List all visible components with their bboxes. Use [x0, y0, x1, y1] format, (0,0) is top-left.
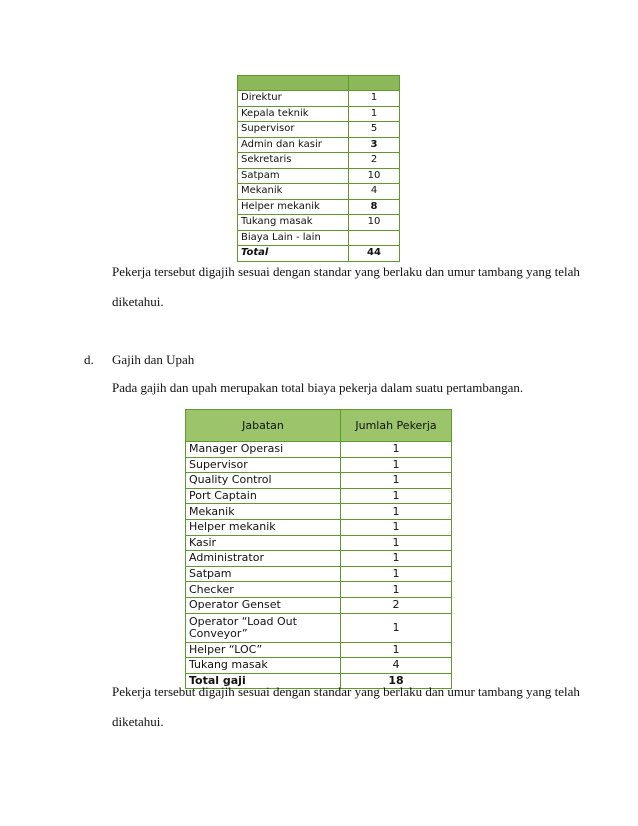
table-row	[186, 442, 452, 458]
role-cell: Checker	[186, 582, 341, 598]
paragraph-line: diketahui.	[112, 294, 164, 309]
column-header	[238, 76, 349, 91]
table-row	[238, 230, 400, 246]
staff-table	[237, 75, 400, 262]
paragraph-line: Pekerja tersebut digajih sesuai dengan standar yang berlaku dan umur tambang yang telah	[112, 684, 580, 699]
count-cell: 1	[341, 442, 452, 458]
column-header	[349, 76, 400, 91]
role-cell: Administrator	[186, 551, 341, 567]
count-cell: 4	[341, 658, 452, 674]
role-cell: Tukang masak	[186, 658, 341, 674]
role-cell: Helper mekanik	[186, 519, 341, 535]
table-row	[238, 106, 400, 122]
count-cell: 1	[341, 613, 452, 642]
section-intro: Pada gajih dan upah merupakan total biaya pekerja dalam suatu pertambangan.	[112, 380, 524, 395]
paragraph-line: Pekerja tersebut digajih sesuai dengan standar yang berlaku dan umur tambang yang telah	[112, 264, 580, 279]
role-cell: Operator “Load Out Conveyor”	[186, 613, 341, 642]
count-cell: 1	[349, 106, 400, 122]
column-header-jabatan: Jabatan	[186, 410, 341, 442]
table-row	[186, 504, 452, 520]
table-row	[186, 457, 452, 473]
role-cell: Direktur	[238, 91, 349, 107]
table-row	[186, 566, 452, 582]
table-total-row	[238, 246, 400, 262]
role-cell: Helper mekanik	[238, 199, 349, 215]
table-header-row	[238, 76, 400, 91]
count-cell: 10	[349, 168, 400, 184]
table-row	[238, 137, 400, 153]
role-cell: Mekanik	[238, 184, 349, 200]
role-cell: Kepala teknik	[238, 106, 349, 122]
total-label: Total gaji	[186, 673, 341, 689]
table-row	[238, 184, 400, 200]
table-row	[186, 597, 452, 613]
role-cell: Operator Genset	[186, 597, 341, 613]
role-cell: Tukang masak	[238, 215, 349, 231]
total-value: 44	[349, 246, 400, 262]
role-cell: Manager Operasi	[186, 442, 341, 458]
table-row	[186, 582, 452, 598]
role-cell: Port Captain	[186, 488, 341, 504]
role-cell: Kasir	[186, 535, 341, 551]
table-row	[238, 168, 400, 184]
total-value: 18	[341, 673, 452, 689]
table-row	[186, 473, 452, 489]
count-cell: 10	[349, 215, 400, 231]
table-row	[186, 613, 452, 642]
role-cell: Supervisor	[186, 457, 341, 473]
paragraph-line: diketahui.	[112, 714, 164, 729]
table-row	[238, 199, 400, 215]
table-row	[186, 519, 452, 535]
role-cell: Supervisor	[238, 122, 349, 138]
table-row	[186, 658, 452, 674]
count-cell: 2	[349, 153, 400, 169]
role-cell: Satpam	[238, 168, 349, 184]
table-row	[238, 91, 400, 107]
table-row	[186, 642, 452, 658]
role-cell: Helper “LOC”	[186, 642, 341, 658]
table-header-row	[186, 410, 452, 442]
section-heading: Gajih dan Upah	[112, 352, 195, 367]
count-cell: 8	[349, 199, 400, 215]
table-row	[238, 215, 400, 231]
count-cell: 1	[341, 642, 452, 658]
count-cell: 1	[341, 519, 452, 535]
salary-table	[185, 409, 452, 689]
count-cell: 3	[349, 137, 400, 153]
count-cell: 1	[341, 535, 452, 551]
count-cell: 1	[341, 457, 452, 473]
count-cell: 1	[341, 488, 452, 504]
role-cell: Satpam	[186, 566, 341, 582]
section-marker: d.	[84, 352, 94, 367]
table-row	[238, 122, 400, 138]
table-row	[186, 551, 452, 567]
count-cell: 2	[341, 597, 452, 613]
role-cell: Sekretaris	[238, 153, 349, 169]
table-row	[186, 535, 452, 551]
count-cell: 1	[349, 91, 400, 107]
table-row	[186, 488, 452, 504]
count-cell: 1	[341, 582, 452, 598]
role-cell: Admin dan kasir	[238, 137, 349, 153]
count-cell: 1	[341, 551, 452, 567]
column-header-jumlah: Jumlah Pekerja	[341, 410, 452, 442]
count-cell: 1	[341, 504, 452, 520]
table-row	[238, 153, 400, 169]
count-cell: 4	[349, 184, 400, 200]
total-label: Total	[238, 246, 349, 262]
role-cell: Quality Control	[186, 473, 341, 489]
count-cell	[349, 230, 400, 246]
role-cell: Mekanik	[186, 504, 341, 520]
count-cell: 1	[341, 473, 452, 489]
count-cell: 1	[341, 566, 452, 582]
count-cell: 5	[349, 122, 400, 138]
role-cell: Biaya Lain - lain	[238, 230, 349, 246]
